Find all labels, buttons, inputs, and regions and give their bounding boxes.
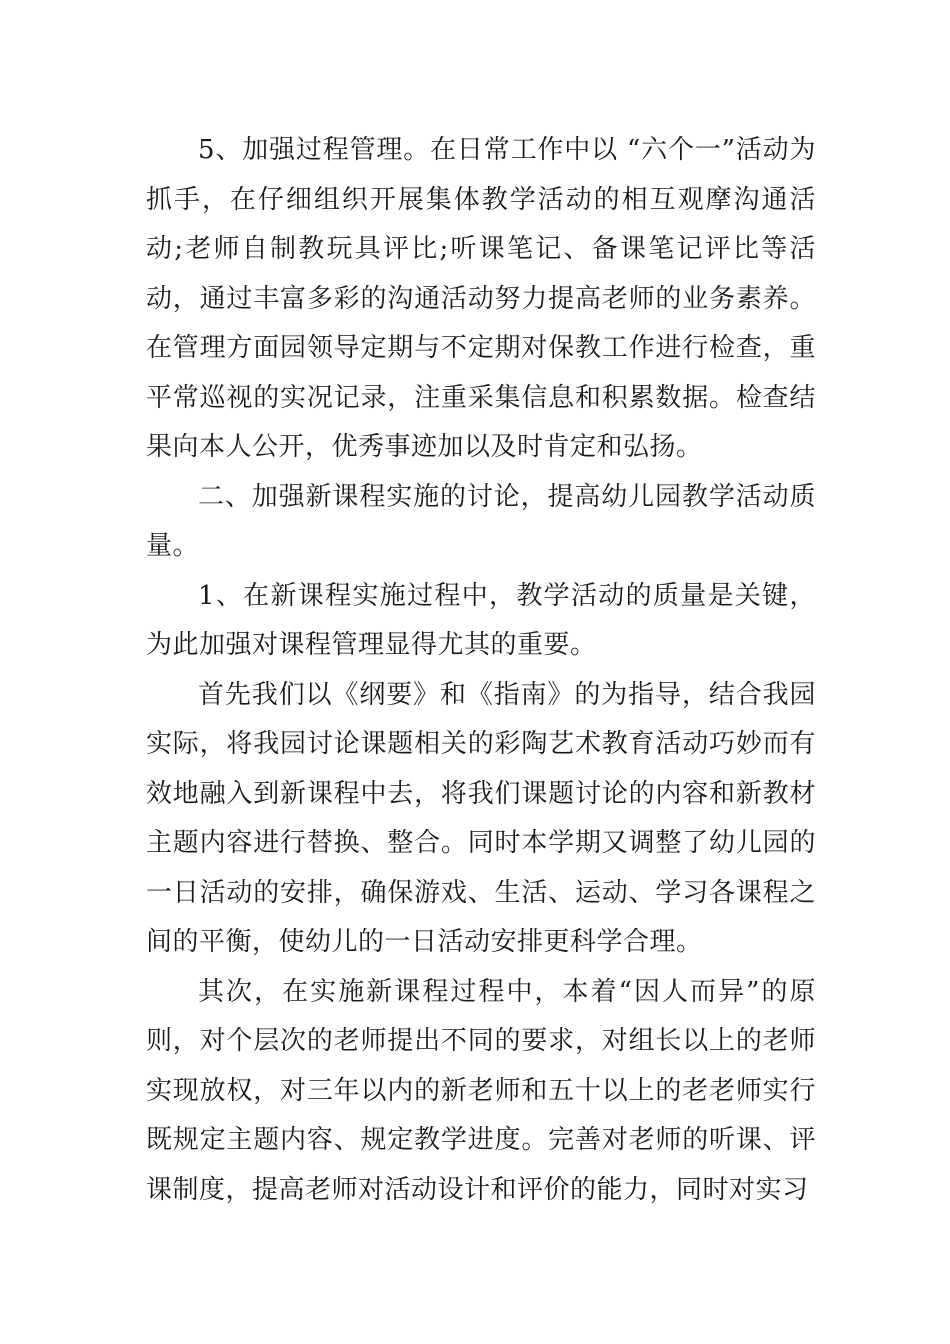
paragraph-curriculum-quality: 1、在新课程实施过程中，教学活动的质量是关键，为此加强对课程管理显得尤其的重要。: [146, 580, 816, 660]
paragraph-process-management: 5、加强过程管理。在日常工作中以 “六个一”活动为抓手，在仔细组织开展集体教学活动的相互观摩沟通活动;老师自制教玩具评比;听课笔记、备课笔记评比等活动，通过丰富多彩的沟通活动努力提高老师的业务素养。在管理方面园领导定期与不定期对保教工作进行检查，重平常巡视的实况记录，注重采集信息和积累数据。检查结果向本人公开，优秀事迹加以及时肯定和弘扬。: [146, 135, 816, 462]
paragraph-first-guidance: 首先我们以《纲要》和《指南》的为指导，结合我园实际，将我园讨论课题相关的彩陶艺术教育活动巧妙而有效地融入到新课程中去，将我们课题讨论的内容和新教材主题内容进行替换、整合。同时本学期又调整了幼儿园的一日活动的安排，确保游戏、生活、运动、学习各课程之间的平衡，使幼儿的一日活动安排更科学合理。: [146, 679, 816, 957]
paragraph-second-implementation: 其次，在实施新课程过程中，本着“因人而异”的原则，对个层次的老师提出不同的要求，对组长以上的老师实现放权，对三年以内的新老师和五十以上的老老师实行既规定主题内容、规定教学进度。完善对老师的听课、评课制度，提高老师对活动设计和评价的能力，同时对实习: [146, 976, 816, 1205]
document-body: [146, 126, 816, 1215]
paragraph-section-two-heading: 二、加强新课程实施的讨论，提高幼儿园教学活动质量。: [146, 481, 816, 561]
